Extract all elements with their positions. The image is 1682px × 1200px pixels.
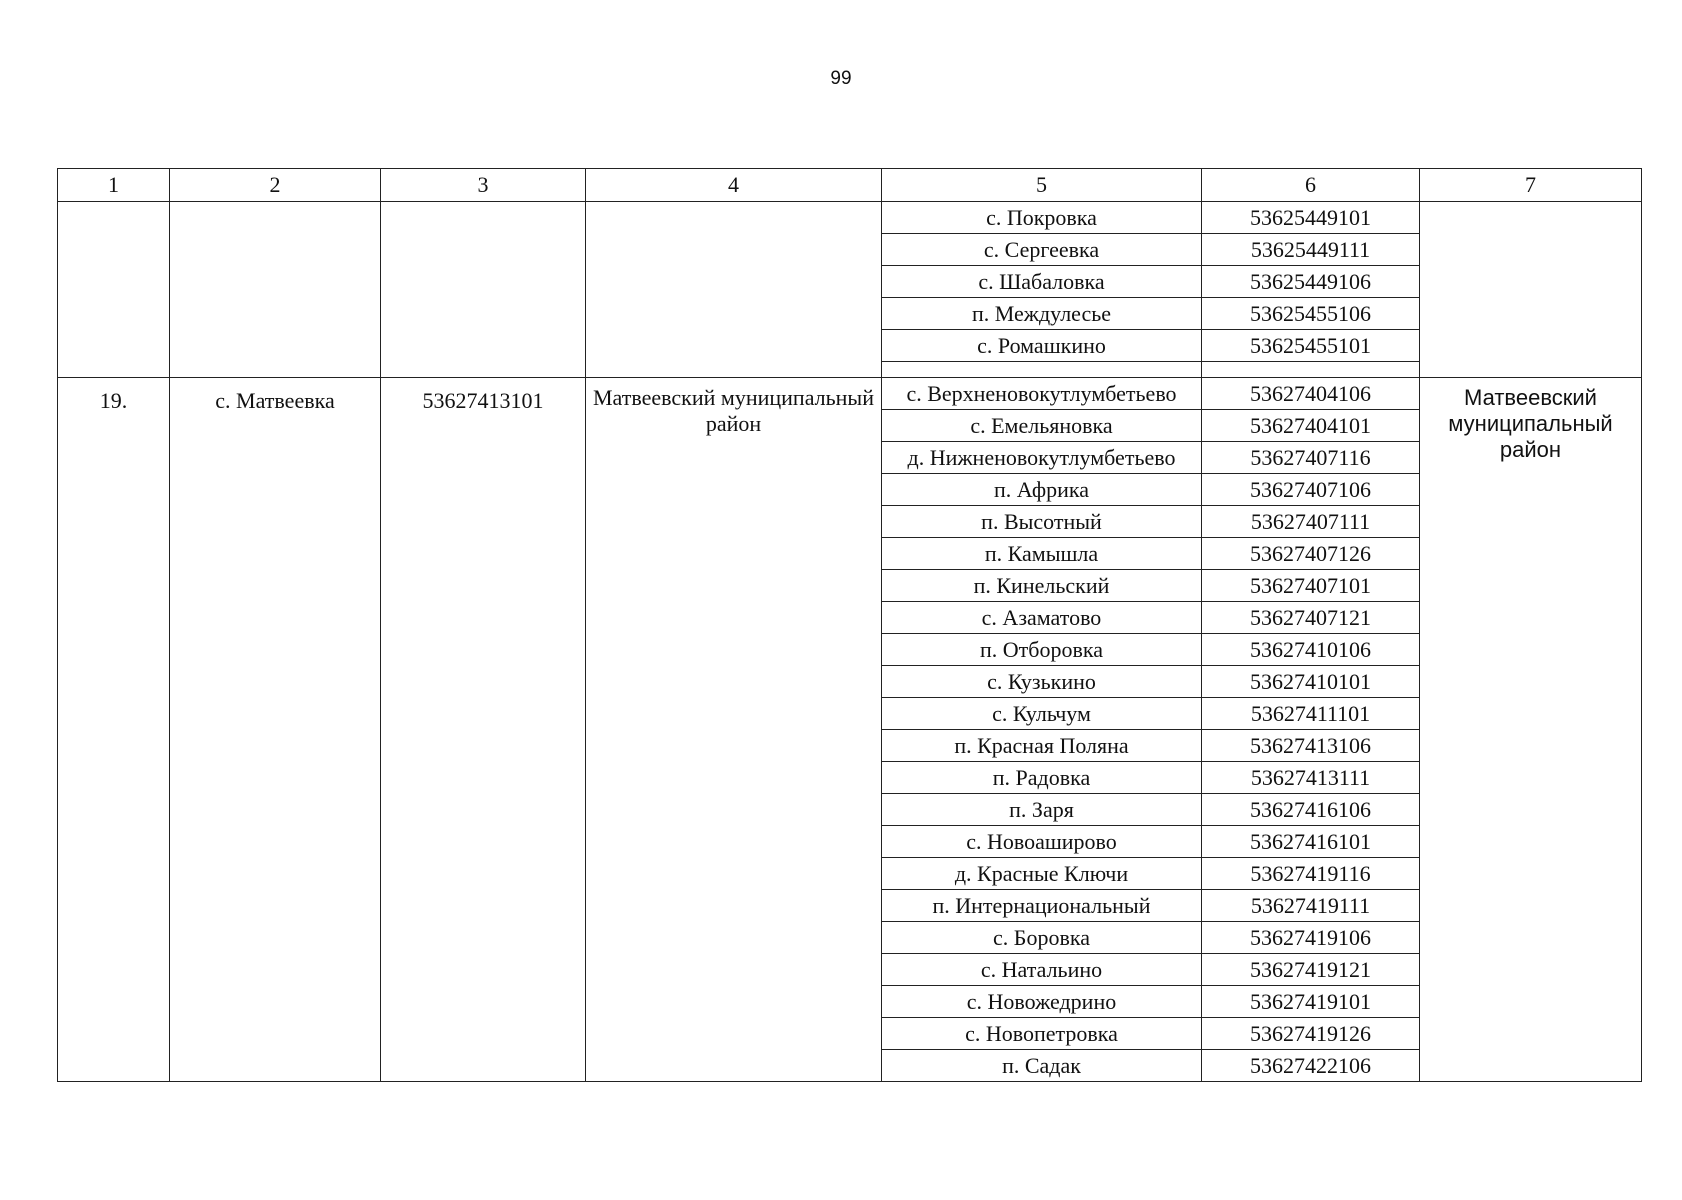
settlement-code: 53625455101: [1202, 330, 1420, 362]
settlement-code: 53627419101: [1202, 986, 1420, 1018]
header-row: [58, 169, 1642, 202]
header-col-2: 2: [170, 169, 381, 202]
settlement-code: 53625449106: [1202, 266, 1420, 298]
settlement-name: п. Садак: [882, 1050, 1202, 1082]
empty-cell-col-6: [1202, 362, 1420, 378]
settlement-code: 53627416101: [1202, 826, 1420, 858]
settlement-code: 53627419121: [1202, 954, 1420, 986]
settlement-code: 53625455106: [1202, 298, 1420, 330]
district-name-col7: Матвеевский муниципальный район: [1420, 378, 1642, 1082]
empty-cell-col-1: [58, 202, 170, 378]
settlement-code: 53627413106: [1202, 730, 1420, 762]
row-number: 19.: [58, 378, 170, 1082]
district-name: Матвеевский муниципальный район: [586, 378, 882, 1082]
settlement-name: п. Красная Поляна: [882, 730, 1202, 762]
settlement-name: с. Емельяновка: [882, 410, 1202, 442]
settlement-code: 53627407121: [1202, 602, 1420, 634]
table-row: [58, 378, 1642, 410]
settlement-name: с. Кульчум: [882, 698, 1202, 730]
empty-cell-col-7: [1420, 202, 1642, 378]
settlement-code: 53627410106: [1202, 634, 1420, 666]
settlement-code: 53627404106: [1202, 378, 1420, 410]
settlement-code: 53627419111: [1202, 890, 1420, 922]
settlement-name: с. Покровка: [882, 202, 1202, 234]
settlement-name: п. Радовка: [882, 762, 1202, 794]
settlement-name: с. Новопетровка: [882, 1018, 1202, 1050]
page-number: 99: [830, 68, 852, 89]
settlement-code: 53627416106: [1202, 794, 1420, 826]
settlement-code: 53627407116: [1202, 442, 1420, 474]
settlement-code: 53627410101: [1202, 666, 1420, 698]
settlement-code: 53625449111: [1202, 234, 1420, 266]
settlement-name: с. Азаматово: [882, 602, 1202, 634]
settlement-code: 53627411101: [1202, 698, 1420, 730]
settlement-name: п. Кинельский: [882, 570, 1202, 602]
empty-cell-col-5: [882, 362, 1202, 378]
settlement-code: 53627407106: [1202, 474, 1420, 506]
admin-center: с. Матвеевка: [170, 378, 381, 1082]
header-col-5: 5: [882, 169, 1202, 202]
settlement-code: 53627407101: [1202, 570, 1420, 602]
settlement-code: 53627407111: [1202, 506, 1420, 538]
settlement-name: с. Шабаловка: [882, 266, 1202, 298]
header-col-3: 3: [381, 169, 586, 202]
settlement-name: п. Отборовка: [882, 634, 1202, 666]
settlement-name: с. Сергеевка: [882, 234, 1202, 266]
settlement-name: п. Интернациональный: [882, 890, 1202, 922]
header-col-7: 7: [1420, 169, 1642, 202]
empty-cell-col-3: [381, 202, 586, 378]
table-row: [58, 202, 1642, 234]
settlement-code: 53627407126: [1202, 538, 1420, 570]
settlement-name: с. Ромашкино: [882, 330, 1202, 362]
header-col-4: 4: [586, 169, 882, 202]
table-body: [58, 202, 1642, 1082]
settlement-name: п. Камышла: [882, 538, 1202, 570]
settlement-name: д. Нижненовокутлумбетьево: [882, 442, 1202, 474]
header-col-6: 6: [1202, 169, 1420, 202]
settlement-name: с. Новожедрино: [882, 986, 1202, 1018]
empty-cell-col-4: [586, 202, 882, 378]
settlement-code: 53627419116: [1202, 858, 1420, 890]
settlement-name: п. Африка: [882, 474, 1202, 506]
settlement-code: 53627419126: [1202, 1018, 1420, 1050]
settlement-code: 53625449101: [1202, 202, 1420, 234]
header-col-1: 1: [58, 169, 170, 202]
settlement-name: с. Верхненовокутлумбетьево: [882, 378, 1202, 410]
settlement-code: 53627413111: [1202, 762, 1420, 794]
settlement-name: д. Красные Ключи: [882, 858, 1202, 890]
settlement-name: п. Заря: [882, 794, 1202, 826]
settlement-code: 53627404101: [1202, 410, 1420, 442]
settlement-name: с. Кузькино: [882, 666, 1202, 698]
empty-cell-col-2: [170, 202, 381, 378]
settlement-code: 53627422106: [1202, 1050, 1420, 1082]
settlement-name: с. Новоаширово: [882, 826, 1202, 858]
settlement-name: с. Боровка: [882, 922, 1202, 954]
settlement-name: с. Натальино: [882, 954, 1202, 986]
settlements-table: [57, 168, 1642, 1082]
settlement-name: п. Высотный: [882, 506, 1202, 538]
settlement-name: п. Междулесье: [882, 298, 1202, 330]
settlement-code: 53627419106: [1202, 922, 1420, 954]
admin-center-code: 53627413101: [381, 378, 586, 1082]
